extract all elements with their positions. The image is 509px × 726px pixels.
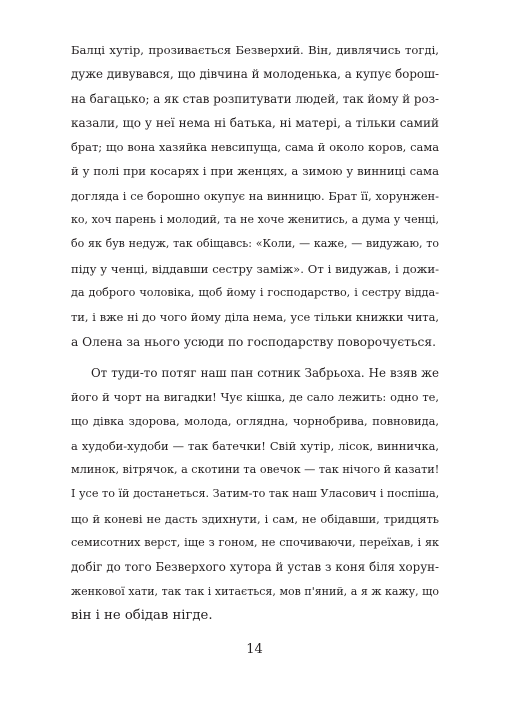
- text-line: І усе то їй достанеться. Затим-то так наш Уласович і поспіша,: [71, 487, 439, 501]
- page-number: 14: [246, 642, 263, 657]
- text-line: семисотних верст, іще з гоном, не спочиваючи, переїхав, і як: [71, 535, 439, 549]
- text-line: добіг до того Безверхого хутора й устав з коня біля хорун-: [71, 560, 439, 575]
- text-line: Балці хутір, прозивається Безверхий. Він, дивлячись тогді,: [71, 43, 439, 57]
- text-line: казали, що у неї нема ні батька, ні матері, а тільки самий: [71, 115, 439, 130]
- text-line: на багацько; а як став розпитувати людей, так йому й роз-: [71, 91, 439, 106]
- text-line: й у полі при косарях і при женцях, а зимою у винниці сама: [71, 164, 439, 179]
- text-line: він і не обідав нігде.: [71, 607, 213, 623]
- text-line: женкової хати, так так і хитається, мов п'яний, а я ж кажу, що: [71, 584, 439, 598]
- text-line: брат; що вона хазяйка невсипуща, сама й около коров, сама: [71, 140, 439, 155]
- text-line: млинок, вітрячок, а скотини та овечок — так нічого й казати!: [71, 463, 439, 477]
- body-text: [71, 38, 439, 628]
- paragraph-gap: [71, 354, 439, 361]
- text-line: а Олена за нього усюди по господарству поворочується.: [71, 334, 436, 349]
- text-line: да доброго чоловіка, щоб йому і господарство, і сестру відда-: [71, 285, 439, 299]
- text-line: бо як був недуж, так обіщавсь: «Коли, — каже, — видужаю, то: [71, 237, 439, 251]
- text-line: От туди-то потяг наш пан сотник Забрьоха. Не взяв же: [91, 365, 439, 380]
- text-line: ти, і вже ні до чого йому діла нема, усе тільки книжки чита,: [71, 310, 439, 325]
- paragraph: [71, 38, 439, 354]
- text-line: дуже дивувався, що дівчина й молоденька, а купує борош-: [71, 67, 439, 82]
- text-line: піду у ченці, віддавши сестру заміж». От і видужав, і дожи-: [71, 261, 439, 276]
- text-line: ко, хоч парень і молодий, та не хоче женитись, а дума у ченці,: [71, 213, 439, 227]
- text-line: а худоби-худоби — так батечки! Свій хутір, лісок, винничка,: [71, 438, 439, 453]
- paragraph: [71, 361, 439, 628]
- text-line: що й коневі не дасть здихнути, і сам, не обідавши, тридцять: [71, 511, 439, 526]
- text-line: догляда і се борошно окупує на винницю. Брат її, хорунжен-: [71, 188, 439, 203]
- text-line: що дівка здорова, молода, оглядна, чорнобрива, повновида,: [71, 414, 439, 429]
- text-line: його й чорт на вигадки! Чує кішка, де сало лежить: одно те,: [71, 390, 439, 405]
